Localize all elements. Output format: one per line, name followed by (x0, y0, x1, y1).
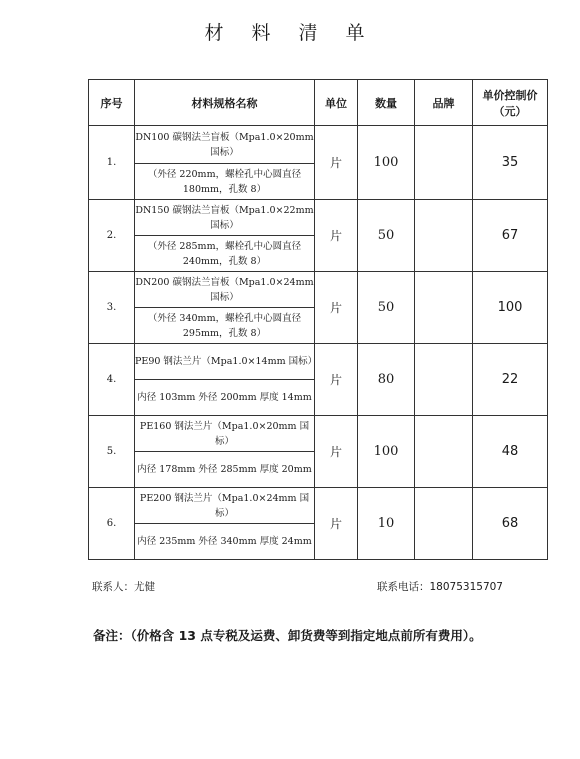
row-no: 4. (89, 344, 135, 416)
row-spec-detail: （外径 340mm，螺栓孔中心圆直径 295mm，孔数 8） (135, 308, 315, 344)
header-brand: 品牌 (415, 80, 473, 126)
row-unit: 片 (315, 416, 358, 488)
table-row (89, 126, 548, 164)
row-unit: 片 (315, 272, 358, 344)
row-spec-detail: （外径 220mm，螺栓孔中心圆直径 180mm，孔数 8） (135, 164, 315, 200)
row-brand (415, 200, 473, 272)
row-no: 5. (89, 416, 135, 488)
row-spec-main: PE200 钢法兰片（Mpa1.0×24mm 国标） (135, 488, 315, 524)
row-spec-main: PE90 钢法兰片（Mpa1.0×14mm 国标） (135, 344, 315, 380)
table-header-row (89, 80, 548, 126)
row-qty: 100 (358, 416, 415, 488)
table-row (89, 344, 548, 380)
row-no: 6. (89, 488, 135, 560)
materials-table (88, 79, 548, 560)
table-row (89, 200, 548, 236)
header-qty: 数量 (358, 80, 415, 126)
header-unit: 单位 (315, 80, 358, 126)
row-spec-main: DN200 碳钢法兰盲板（Mpa1.0×24mm 国标） (135, 272, 315, 308)
row-brand (415, 272, 473, 344)
header-price-line1: 单价控制价 (482, 88, 538, 102)
row-brand (415, 344, 473, 416)
table-row (89, 272, 548, 308)
row-price: 22 (473, 344, 548, 416)
row-spec-detail: 内径 235mm 外径 340mm 厚度 24mm (135, 524, 315, 560)
row-brand (415, 126, 473, 200)
row-price: 67 (473, 200, 548, 272)
row-spec-main: DN100 碳钢法兰盲板（Mpa1.0×20mm 国标） (135, 126, 315, 164)
row-no: 1. (89, 126, 135, 200)
price-note: 备注：（价格含 13 点专税及运费、卸货费等到指定地点前所有费用）。 (93, 628, 482, 643)
row-brand (415, 488, 473, 560)
header-price (473, 80, 548, 126)
row-spec-main: DN150 碳钢法兰盲板（Mpa1.0×22mm 国标） (135, 200, 315, 236)
header-no: 序号 (89, 80, 135, 126)
row-no: 3. (89, 272, 135, 344)
document-title: 材 料 清 单 (204, 22, 376, 44)
row-price: 48 (473, 416, 548, 488)
row-qty: 80 (358, 344, 415, 416)
row-qty: 100 (358, 126, 415, 200)
row-price: 68 (473, 488, 548, 560)
row-no: 2. (89, 200, 135, 272)
row-qty: 50 (358, 200, 415, 272)
table-row (89, 488, 548, 524)
row-spec-detail: 内径 178mm 外径 285mm 厚度 20mm (135, 452, 315, 488)
header-name: 材料规格名称 (135, 80, 315, 126)
row-brand (415, 416, 473, 488)
row-price: 35 (473, 126, 548, 200)
row-qty: 50 (358, 272, 415, 344)
row-spec-detail: （外径 285mm，螺栓孔中心圆直径 240mm，孔数 8） (135, 236, 315, 272)
contact-person: 联系人：尤健 (92, 581, 155, 593)
header-price-line2: （元） (493, 104, 527, 118)
row-unit: 片 (315, 488, 358, 560)
row-price: 100 (473, 272, 548, 344)
row-unit: 片 (315, 344, 358, 416)
contact-phone: 联系电话：18075315707 (377, 581, 503, 593)
row-qty: 10 (358, 488, 415, 560)
row-unit: 片 (315, 200, 358, 272)
table-row (89, 416, 548, 452)
row-spec-detail: 内径 103mm 外径 200mm 厚度 14mm (135, 380, 315, 416)
row-unit: 片 (315, 126, 358, 200)
row-spec-main: PE160 钢法兰片（Mpa1.0×20mm 国标） (135, 416, 315, 452)
